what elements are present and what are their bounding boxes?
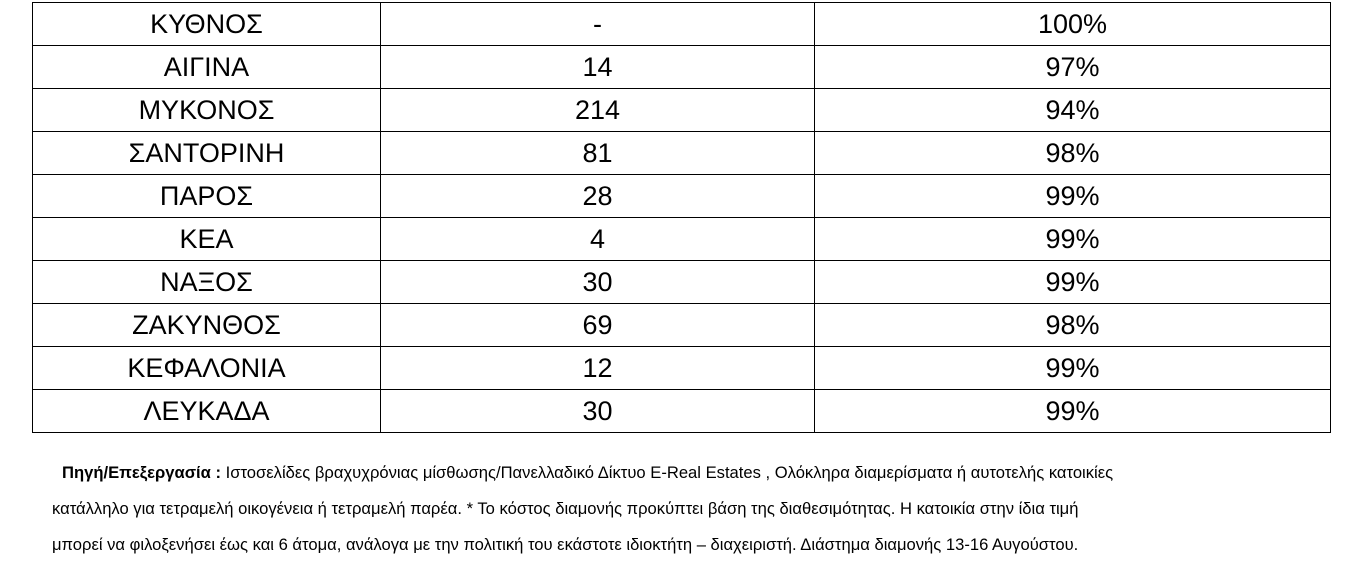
island-name-cell: ΝΑΞΟΣ [33,261,381,304]
table-row [33,175,1331,218]
table-row [33,261,1331,304]
percentage-cell: 98% [815,132,1331,175]
count-cell: 28 [381,175,815,218]
count-cell: 81 [381,132,815,175]
island-name-cell: ΚΕΦΑΛΟΝΙΑ [33,347,381,390]
percentage-cell: 98% [815,304,1331,347]
table-row [33,89,1331,132]
count-cell: 30 [381,390,815,433]
count-cell: 214 [381,89,815,132]
percentage-cell: 99% [815,261,1331,304]
percentage-cell: 99% [815,347,1331,390]
islands-table-body [33,3,1331,433]
table-row [33,46,1331,89]
count-cell: - [381,3,815,46]
count-cell: 4 [381,218,815,261]
percentage-cell: 100% [815,3,1331,46]
island-name-cell: ΣΑΝΤΟΡΙΝΗ [33,132,381,175]
percentage-cell: 94% [815,89,1331,132]
island-name-cell: ΖΑΚΥΝΘΟΣ [33,304,381,347]
table-row [33,390,1331,433]
source-note [36,455,1364,563]
count-cell: 69 [381,304,815,347]
source-note-line-3: μπορεί να φιλοξενήσει έως και 6 άτομα, ανάλογα με την πολιτική του εκάστοτε ιδιοκτήτη – διαχειριστή. Διάστημα διαμονής 13-16 Αυγούστου. [52,535,1079,554]
island-name-cell: ΜΥΚΟΝΟΣ [33,89,381,132]
table-row [33,304,1331,347]
island-name-cell: ΚΥΘΝΟΣ [33,3,381,46]
table-row [33,347,1331,390]
island-name-cell: ΚΕΑ [33,218,381,261]
percentage-cell: 99% [815,218,1331,261]
island-name-cell: ΠΑΡΟΣ [33,175,381,218]
source-note-line-2: κατάλληλο για τετραμελή οικογένεια ή τετραμελή παρέα. * Το κόστος διαμονής προκύπτει βάση της διαθεσιμότητας. Η κατοικία στην ίδια τιμή [52,499,1079,518]
source-note-line-1 [36,455,1364,491]
table-row [33,218,1331,261]
percentage-cell: 99% [815,175,1331,218]
islands-table [32,2,1331,433]
count-cell: 30 [381,261,815,304]
island-name-cell: ΛΕΥΚΑΔΑ [33,390,381,433]
count-cell: 14 [381,46,815,89]
source-label: Πηγή/Επεξεργασία : [62,463,222,482]
count-cell: 12 [381,347,815,390]
percentage-cell: 97% [815,46,1331,89]
table-row [33,3,1331,46]
percentage-cell: 99% [815,390,1331,433]
source-text-1: Ιστοσελίδες βραχυχρόνιας μίσθωσης/Πανελλαδικό Δίκτυο E-Real Estates , Ολόκληρα διαμερίσματα ή αυτοτελής κατοικίες [221,463,1114,482]
island-name-cell: ΑΙΓΙΝΑ [33,46,381,89]
table-row [33,132,1331,175]
